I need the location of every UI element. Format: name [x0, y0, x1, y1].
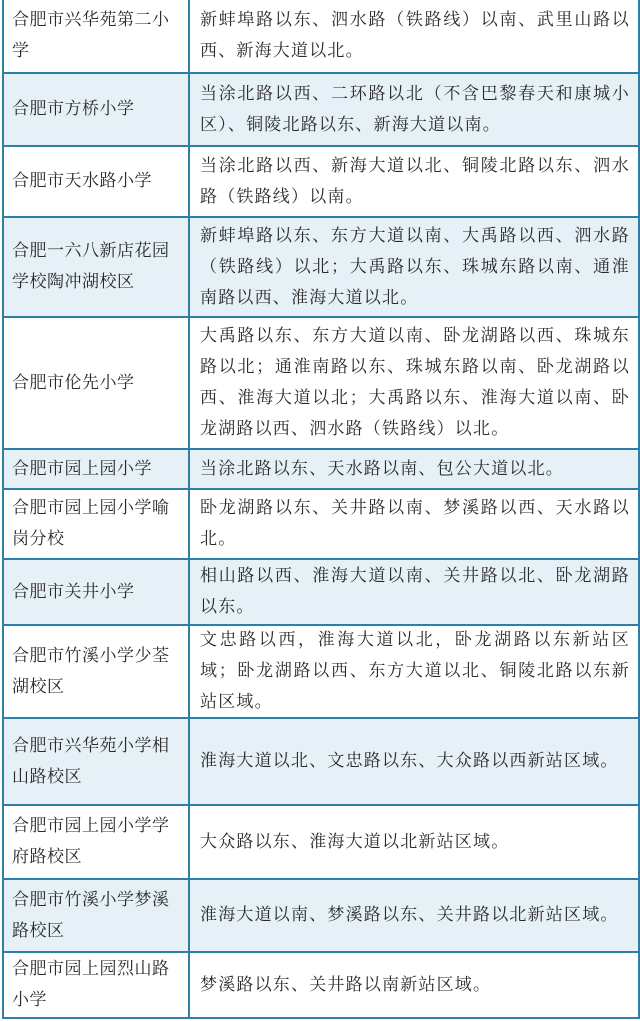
school-name: 合肥市园上园小学喻岗分校: [4, 490, 190, 558]
table-row: [4, 880, 638, 953]
district-area: 新蚌埠路以东、泗水路（铁路线）以南、武里山路以西、新海大道以北。: [200, 10, 630, 61]
table-row: [4, 74, 638, 147]
district-area: 相山路以西、淮海大道以南、关井路以北、卧龙湖路以东。: [200, 566, 630, 617]
district-area: 淮海大道以北、文忠路以东、大众路以西新站区域。: [200, 751, 619, 771]
school-name: 合肥市兴华苑第二小学: [4, 0, 190, 72]
table-row: [4, 806, 638, 880]
school-name: 合肥市兴华苑小学相山路校区: [4, 719, 190, 804]
district-area: 当涂北路以东、天水路以南、包公大道以北。: [200, 458, 564, 479]
school-name: 合肥市竹溪小学少荃湖校区: [4, 626, 190, 717]
school-name: 合肥市方桥小学: [4, 74, 190, 145]
school-name: 合肥市天水路小学: [4, 147, 190, 216]
district-area: 卧龙湖路以东、关井路以南、梦溪路以西、天水路以北。: [200, 498, 630, 549]
district-area: 大禹路以东、东方大道以南、卧龙湖路以西、珠城东路以北；通淮南路以东、珠城东路以南、卧龙湖路以西、淮海大道以北；大禹路以东、淮海大道以南、卧龙湖路以西、泗水路（铁路线）以北。: [200, 326, 630, 439]
school-name: 合肥一六八新店花园学校陶冲湖校区: [4, 218, 190, 316]
school-name: 合肥市园上园小学: [4, 450, 190, 488]
district-area: 大众路以东、淮海大道以北新站区域。: [200, 831, 510, 852]
district-area: 淮海大道以南、梦溪路以东、关井路以北新站区域。: [200, 905, 619, 925]
table-row: [4, 450, 638, 490]
district-area: 新蚌埠路以东、东方大道以南、大禹路以西、泗水路（铁路线）以北；大禹路以东、珠城东路以南、通淮南路以西、淮海大道以北。: [200, 225, 630, 308]
table-row: [4, 147, 638, 218]
table-row: [4, 560, 638, 626]
school-name: 合肥市伦先小学: [4, 318, 190, 448]
school-district-table: [2, 0, 640, 1019]
table-row: [4, 218, 638, 318]
table-row: [4, 490, 638, 560]
district-area: 梦溪路以东、关井路以南新站区域。: [200, 974, 492, 995]
school-name: 合肥市竹溪小学梦溪路校区: [4, 880, 190, 951]
district-area: 当涂北路以西、新海大道以北、铜陵北路以东、泗水路（铁路线）以南。: [200, 155, 630, 207]
school-name: 合肥市园上园小学学府路校区: [4, 806, 190, 878]
district-area: 当涂北路以西、二环路以北（不含巴黎春天和康城小区）、铜陵北路以东、新海大道以南。: [200, 83, 630, 135]
district-area: 文忠路以西，淮海大道以北，卧龙湖路以东新站区域；卧龙湖路以西、东方大道以北、铜陵北路以东新站区域。: [200, 630, 630, 712]
table-row: [4, 0, 638, 74]
table-row: [4, 318, 638, 450]
school-name: 合肥市关井小学: [4, 560, 190, 624]
table-row: [4, 626, 638, 719]
table-row: [4, 719, 638, 806]
school-name: 合肥市园上园烈山路小学: [4, 953, 190, 1017]
table-row: [4, 953, 638, 1019]
